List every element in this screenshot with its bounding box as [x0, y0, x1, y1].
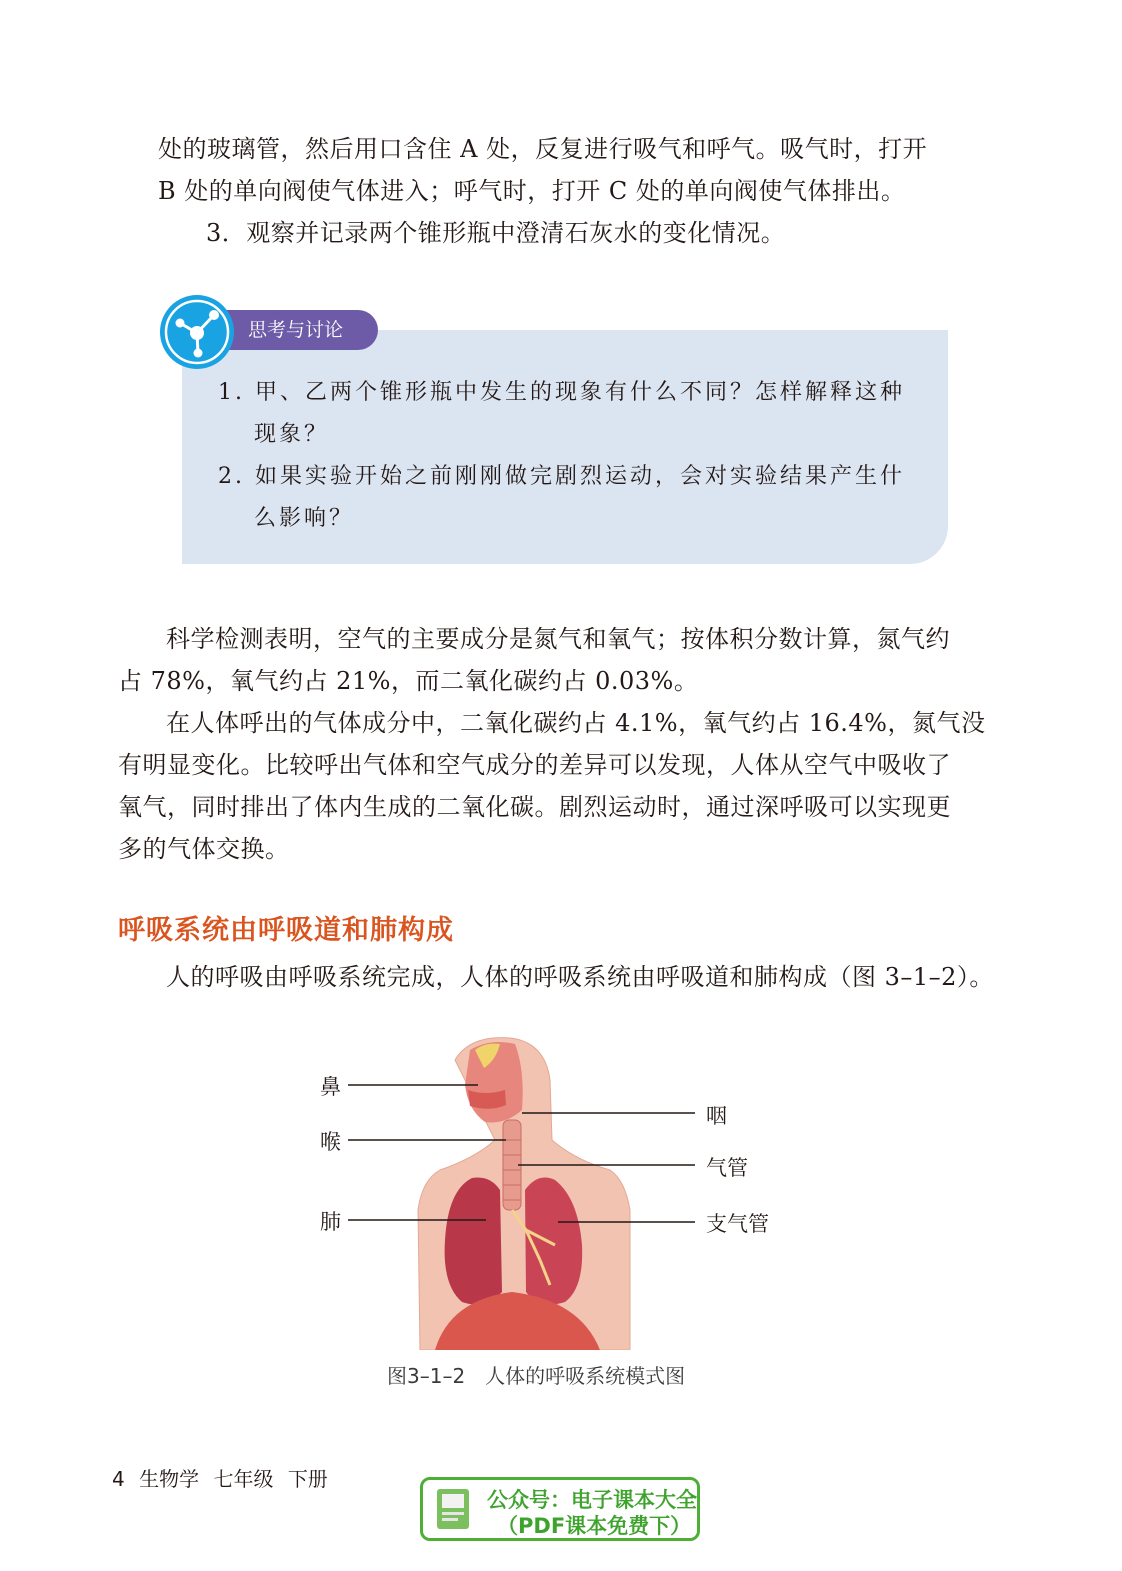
- book-title: 生物学: [139, 1467, 200, 1491]
- para-2-line-4: 多的气体交换。: [118, 835, 290, 863]
- respiratory-system-figure: [300, 1030, 800, 1350]
- intro-line-2: B 处的单向阀使气体进入；呼气时，打开 C 处的单向阀使气体排出。: [158, 177, 906, 205]
- discussion-title: 思考与讨论: [212, 310, 378, 350]
- figure-caption: 图3–1–2 人体的呼吸系统模式图: [387, 1364, 686, 1388]
- watermark-line-1: 公众号：电子课本大全: [487, 1488, 697, 1512]
- section-text: 人的呼吸由呼吸系统完成，人体的呼吸系统由呼吸道和肺构成（图 3–1–2）。: [166, 963, 994, 991]
- section-title: 呼吸系统由呼吸道和肺构成: [118, 915, 454, 946]
- para-2-line-3: 氧气，同时排出了体内生成的二氧化碳。剧烈运动时，通过深呼吸可以实现更: [118, 793, 951, 821]
- watermark-stamp: [420, 1477, 700, 1541]
- para-2-line-1: 在人体呼出的气体成分中，二氧化碳约占 4.1%，氧气约占 16.4%，氮气没: [166, 709, 986, 737]
- label-trachea: 气管: [706, 1156, 748, 1180]
- watermark-line-2: （PDF课本免费下）: [497, 1514, 692, 1538]
- label-lung: 肺: [320, 1210, 341, 1234]
- question-1-line-2: 现象？: [254, 422, 330, 447]
- question-1-line-1: 1. 甲、乙两个锥形瓶中发生的现象有什么不同？怎样解释这种: [218, 380, 905, 405]
- label-nose: 鼻: [320, 1075, 341, 1099]
- grade: 七年级: [213, 1467, 274, 1491]
- intro-line-1: 处的玻璃管，然后用口含住 A 处，反复进行吸气和呼气。吸气时，打开: [158, 135, 928, 163]
- para-2-line-2: 有明显变化。比较呼出气体和空气成分的差异可以发现，人体从空气中吸收了: [118, 751, 951, 779]
- question-2-line-1: 2. 如果实验开始之前刚刚做完剧烈运动，会对实验结果产生什: [218, 464, 905, 489]
- intro-step-3: 3．观察并记录两个锥形瓶中澄清石灰水的变化情况。: [206, 219, 786, 247]
- volume: 下册: [287, 1467, 328, 1491]
- label-bronchus: 支气管: [706, 1212, 769, 1236]
- page-footer: [112, 1463, 328, 1492]
- page-number: 4: [112, 1467, 125, 1491]
- molecule-icon: [158, 293, 236, 371]
- book-icon: [433, 1486, 477, 1534]
- para-1-line-1: 科学检测表明，空气的主要成分是氮气和氧气；按体积分数计算，氮气约: [166, 625, 950, 653]
- para-1-line-2: 占 78%，氧气约占 21%，而二氧化碳约占 0.03%。: [118, 667, 699, 695]
- question-2-line-2: 么影响？: [254, 506, 355, 531]
- label-larynx: 喉: [320, 1130, 341, 1154]
- label-pharynx: 咽: [706, 1104, 727, 1128]
